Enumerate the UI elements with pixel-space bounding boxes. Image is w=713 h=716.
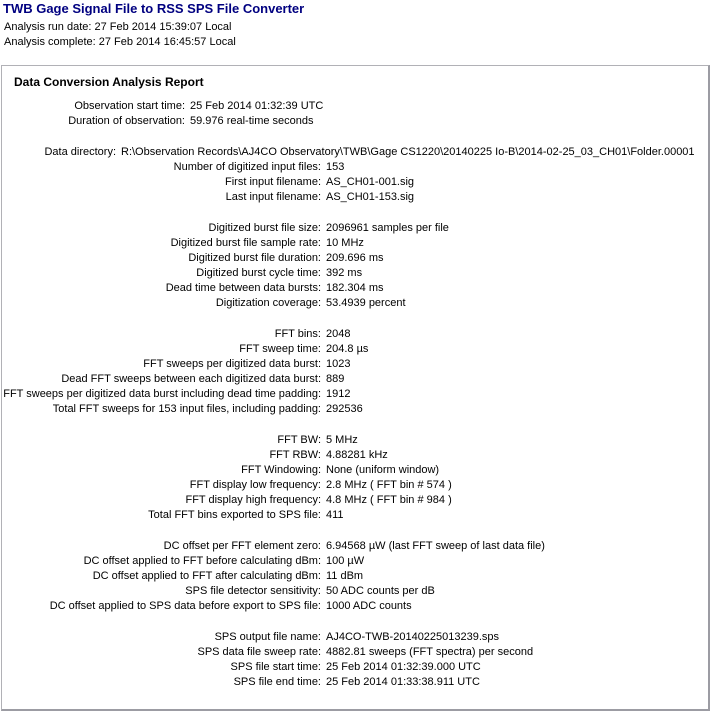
field-label: SPS file start time: (230, 661, 321, 673)
field-label: FFT sweeps per digitized data burst including dead time padding: (3, 388, 321, 400)
field-value: 4882.81 sweeps (FFT spectra) per second (326, 646, 534, 658)
report-row (2, 342, 708, 357)
field-value: 25 Feb 2014 01:32:39.000 UTC (326, 661, 481, 673)
field-value: AS_CH01-153.sig (326, 191, 415, 203)
report-row (2, 448, 708, 463)
report-row (2, 493, 708, 508)
field-value: 59.976 real-time seconds (190, 115, 314, 127)
report-row (2, 221, 708, 236)
report-row (2, 569, 708, 584)
report-row (2, 539, 708, 554)
field-label: FFT sweeps per digitized data burst: (143, 358, 321, 370)
report-row (2, 251, 708, 266)
field-label: First input filename: (225, 176, 321, 188)
group-fft-sweeps (2, 327, 708, 417)
field-label: Total FFT bins exported to SPS file: (148, 509, 321, 521)
field-value: 1000 ADC counts (326, 600, 412, 612)
field-label: FFT display high frequency: (185, 494, 321, 506)
field-label: Dead FFT sweeps between each digitized data burst: (61, 373, 321, 385)
field-label: Number of digitized input files: (173, 161, 321, 173)
field-value: 4.88281 kHz (326, 449, 388, 461)
field-label: Last input filename: (225, 191, 321, 203)
field-value: 292536 (326, 403, 363, 415)
report-row (2, 402, 708, 417)
field-label: Dead time between data bursts: (165, 282, 321, 294)
field-label: FFT RBW: (269, 449, 321, 461)
group-fft-display (2, 433, 708, 523)
field-value: 5 MHz (326, 434, 358, 446)
field-value: 6.94568 µW (last FFT sweep of last data file) (326, 540, 545, 552)
report-row (2, 160, 708, 175)
report-row (2, 508, 708, 523)
group-dc-offset (2, 539, 708, 614)
field-label: SPS data file sweep rate: (197, 646, 321, 658)
report-row (2, 599, 708, 614)
field-label: DC offset applied to FFT after calculating dBm: (92, 570, 321, 582)
field-label: Digitization coverage: (215, 297, 321, 309)
report-row (2, 387, 708, 402)
field-label: SPS file end time: (233, 676, 321, 688)
field-value: AS_CH01-001.sig (326, 176, 415, 188)
field-value: 25 Feb 2014 01:32:39 UTC (190, 100, 324, 112)
field-label: Digitized burst file sample rate: (170, 237, 321, 249)
field-label: FFT BW: (277, 434, 321, 446)
report-row (2, 554, 708, 569)
field-label: Digitized burst cycle time: (196, 267, 321, 279)
field-label: SPS output file name: (214, 631, 321, 643)
field-value: 209.696 ms (326, 252, 384, 264)
field-label: Observation start time: (74, 100, 185, 112)
field-value: 392 ms (326, 267, 363, 279)
report-row (2, 660, 708, 675)
field-value: 153 (326, 161, 345, 173)
group-sps-output (2, 630, 708, 690)
report-row (2, 114, 708, 129)
analysis-complete-line: Analysis complete: 27 Feb 2014 16:45:57 Local (4, 36, 236, 48)
field-value: 182.304 ms (326, 282, 384, 294)
field-label: Digitized burst file duration: (188, 252, 321, 264)
report-row (2, 236, 708, 251)
field-value: 2.8 MHz ( FFT bin # 574 ) (326, 479, 452, 491)
group-observation (2, 99, 708, 129)
report-row (2, 99, 708, 114)
group-digitized-burst (2, 221, 708, 311)
field-value: 1023 (326, 358, 351, 370)
report-row (2, 645, 708, 660)
field-label: FFT bins: (274, 328, 321, 340)
report-row (2, 327, 708, 342)
report-row (2, 175, 708, 190)
field-value: 10 MHz (326, 237, 364, 249)
field-value: 4.8 MHz ( FFT bin # 984 ) (326, 494, 452, 506)
page-title: TWB Gage Signal File to RSS SPS File Converter (3, 1, 305, 16)
field-value: 100 µW (326, 555, 365, 567)
group-input-files (2, 160, 708, 205)
field-label: FFT display low frequency: (189, 479, 321, 491)
report-heading: Data Conversion Analysis Report (14, 75, 204, 89)
report-row (2, 675, 708, 690)
report-row (2, 145, 708, 160)
field-label: Data directory: (44, 146, 116, 158)
field-value: 889 (326, 373, 345, 385)
field-label: SPS file detector sensitivity: (185, 585, 321, 597)
field-label: DC offset per FFT element zero: (163, 540, 321, 552)
report-row (2, 433, 708, 448)
field-value: 2096961 samples per file (326, 222, 449, 234)
field-label: DC offset applied to SPS data before export to SPS file: (49, 600, 321, 612)
report-row (2, 357, 708, 372)
field-label: FFT sweep time: (239, 343, 321, 355)
report-row (2, 266, 708, 281)
report-row (2, 630, 708, 645)
field-value: 411 (326, 509, 344, 521)
field-label: Duration of observation: (68, 115, 185, 127)
report-row (2, 281, 708, 296)
field-value: 25 Feb 2014 01:33:38.911 UTC (326, 676, 480, 688)
report-row (2, 478, 708, 493)
field-value: 11 dBm (326, 570, 364, 582)
field-value: R:\Observation Records\AJ4CO Observatory\TWB\Gage CS1220\20140225 Io-B\2014-02-25_03_CH01\Folder.00001 (121, 146, 695, 158)
report-row (2, 372, 708, 387)
field-label: Total FFT sweeps for 153 input files, including padding: (52, 403, 321, 415)
report-panel (1, 65, 710, 711)
report-row (2, 463, 708, 478)
report-row (2, 296, 708, 311)
field-value: 1912 (326, 388, 351, 400)
field-value: 204.8 µs (326, 343, 369, 355)
field-value: 53.4939 percent (326, 297, 406, 309)
field-label: Digitized burst file size: (208, 222, 321, 234)
field-value: AJ4CO-TWB-20140225013239.sps (326, 631, 500, 643)
field-value: 50 ADC counts per dB (326, 585, 435, 597)
report-row (2, 190, 708, 205)
field-label: FFT Windowing: (241, 464, 321, 476)
group-data-directory (2, 145, 708, 160)
analysis-run-date-line: Analysis run date: 27 Feb 2014 15:39:07 Local (4, 21, 232, 33)
field-value: None (uniform window) (326, 464, 440, 476)
report-row (2, 584, 708, 599)
field-value: 2048 (326, 328, 351, 340)
field-label: DC offset applied to FFT before calculating dBm: (83, 555, 321, 567)
